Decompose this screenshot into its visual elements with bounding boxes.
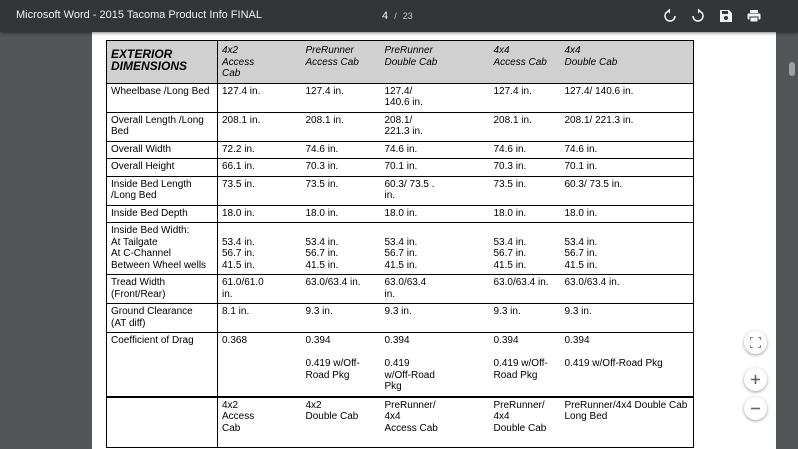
table-cell xyxy=(561,223,694,275)
current-page-input[interactable]: 4 xyxy=(382,10,389,22)
column-header-text: 4x4 Double Cab xyxy=(564,45,618,68)
table-cell xyxy=(302,333,381,397)
table-cell xyxy=(561,333,694,397)
table-cell xyxy=(302,159,381,177)
vertical-scrollbar[interactable] xyxy=(784,32,798,449)
cell-value: 73.5 in. xyxy=(305,178,339,190)
table-cell xyxy=(381,159,490,177)
cell-value: 66.1 in. xyxy=(222,161,255,172)
table-cell xyxy=(302,83,381,112)
second-table-header-row xyxy=(107,397,694,447)
cell-value: 4x2 Double Cab xyxy=(305,399,359,422)
table-cell xyxy=(490,223,561,275)
column-header-text: 4x2 Access Cab xyxy=(222,45,255,79)
document-title: Microsoft Word - 2015 Tacoma Product Info FINAL xyxy=(16,9,262,21)
row-label-cell xyxy=(107,141,218,159)
row-label: Coefficient of Drag xyxy=(111,335,194,346)
column-header-text: PreRunner Double Cab xyxy=(384,45,438,68)
table-cell xyxy=(490,304,561,333)
table-cell xyxy=(381,333,490,397)
table-cell xyxy=(381,275,490,304)
column-header-text: PreRunner Access Cab xyxy=(305,45,359,68)
cell-value: 53.4 in. 56.7 in. 41.5 in. xyxy=(305,236,339,271)
table-row xyxy=(107,176,694,205)
table-cell xyxy=(381,112,490,141)
cell-value: 73.5 in. xyxy=(222,178,255,190)
table-cell xyxy=(302,112,381,141)
cell-value: 74.6 in. xyxy=(493,143,527,155)
column-header xyxy=(302,41,381,84)
table-cell xyxy=(218,223,302,275)
cell-value: 18.0 in. xyxy=(493,207,527,219)
row-label-cell xyxy=(107,83,218,112)
table-cell xyxy=(381,176,490,205)
cell-value: 53.4 in. 56.7 in. 41.5 in. xyxy=(384,236,418,271)
cell-value: 0.394 0.419 w/Off-Road Pkg xyxy=(384,335,435,392)
table-cell xyxy=(218,112,302,141)
table-cell xyxy=(218,205,302,223)
table-cell xyxy=(302,141,381,159)
cell-value: 53.4 in. 56.7 in. 41.5 in. xyxy=(222,236,255,271)
column-header xyxy=(381,41,490,84)
table-cell xyxy=(218,304,302,333)
row-label: Wheelbase /Long Bed xyxy=(111,85,210,97)
table-cell xyxy=(218,141,302,159)
table-row xyxy=(107,159,694,177)
cell-value: 74.6 in. xyxy=(384,143,418,155)
zoom-in-button[interactable] xyxy=(744,368,767,391)
table-cell xyxy=(302,205,381,223)
cell-value: 60.3/ 73.5 in. xyxy=(564,178,623,190)
row-label-cell xyxy=(107,176,218,205)
table-cell xyxy=(561,159,694,177)
cell-value: 127.4/ 140.6 in. xyxy=(384,85,423,108)
table-header-row xyxy=(107,41,694,84)
cell-value: 208.1/ 221.3 in. xyxy=(384,114,423,137)
row-label: Inside Bed Width: At Tailgate At C-Channel Between Wheel wells xyxy=(111,225,207,271)
table-cell xyxy=(381,205,490,223)
cell-value: 9.3 in. xyxy=(493,306,521,317)
table-cell xyxy=(302,176,381,205)
column-header-text: 4x4 Access Cab xyxy=(493,45,547,68)
table-cell xyxy=(302,275,381,304)
cell-value: 63.0/63.4 in. xyxy=(493,277,549,288)
cell-value: 208.1 in. xyxy=(493,114,532,126)
cell-value: 9.3 in. xyxy=(305,306,333,317)
table-cell xyxy=(490,205,561,223)
cell-value: 0.394 0.419 w/Off-Road Pkg xyxy=(564,335,663,369)
table-cell xyxy=(218,275,302,304)
zoom-in-icon xyxy=(750,374,761,385)
table-row xyxy=(107,83,694,112)
table-cell xyxy=(561,397,694,447)
table-cell xyxy=(218,397,302,447)
table-cell xyxy=(218,159,302,177)
print-icon[interactable] xyxy=(746,8,762,24)
cell-value: 127.4 in. xyxy=(493,85,532,97)
page-indicator xyxy=(382,10,413,22)
fit-to-page-button[interactable] xyxy=(744,331,767,354)
table-cell xyxy=(561,112,694,141)
row-label-cell xyxy=(107,333,218,397)
cell-value: 208.1 in. xyxy=(305,114,344,126)
table-title-line2: DIMENSIONS xyxy=(111,58,188,73)
table-cell xyxy=(490,176,561,205)
cell-value: PreRunner/4x4 Double Cab Long Bed xyxy=(564,399,688,422)
row-label-cell xyxy=(107,304,218,333)
cell-value: 9.3 in. xyxy=(384,306,412,317)
row-label-cell xyxy=(107,397,218,447)
cell-value: 18.0 in. xyxy=(222,207,255,219)
cell-value: PreRunner/ 4x4 Double Cab xyxy=(493,399,547,434)
cell-value: 63.0/63.4 in. xyxy=(384,277,427,300)
save-icon[interactable] xyxy=(718,8,734,24)
cell-value: 70.1 in. xyxy=(564,161,598,172)
document-page xyxy=(92,32,776,449)
table-row xyxy=(107,205,694,223)
table-cell xyxy=(490,275,561,304)
table-cell xyxy=(381,304,490,333)
table-cell xyxy=(490,112,561,141)
zoom-out-icon xyxy=(750,403,761,414)
cell-value: 127.4/ 140.6 in. xyxy=(564,85,634,97)
column-header xyxy=(218,41,302,84)
cell-value: 70.1 in. xyxy=(384,161,418,172)
table-cell xyxy=(381,223,490,275)
cell-value: 70.3 in. xyxy=(493,161,527,172)
cell-value: 8.1 in. xyxy=(222,306,250,317)
rotate-clockwise-icon[interactable] xyxy=(690,8,706,24)
row-label-cell xyxy=(107,223,218,275)
table-title-cell xyxy=(107,41,218,84)
row-label: Inside Bed Depth xyxy=(111,207,188,219)
table-cell xyxy=(302,397,381,447)
table-row xyxy=(107,275,694,304)
table-cell xyxy=(381,141,490,159)
table-row xyxy=(107,304,694,333)
cell-value: 18.0 in. xyxy=(564,207,598,219)
cell-value: 70.3 in. xyxy=(305,161,339,172)
cell-value: 208.1/ 221.3 in. xyxy=(564,114,634,126)
table-cell xyxy=(381,83,490,112)
table-cell xyxy=(302,223,381,275)
table-cell xyxy=(561,141,694,159)
scrollbar-thumb[interactable] xyxy=(789,62,795,76)
total-pages: 23 xyxy=(402,11,413,21)
cell-value: 127.4 in. xyxy=(222,85,261,97)
table-title-line1: EXTERIOR xyxy=(111,47,173,61)
cell-value: 208.1 in. xyxy=(222,114,261,126)
table-cell xyxy=(490,333,561,397)
page-separator: / xyxy=(394,11,397,21)
exterior-dimensions-table xyxy=(106,40,694,448)
cell-value: 0.394 0.419 w/Off- Road Pkg xyxy=(305,335,360,381)
cell-value: 18.0 in. xyxy=(305,207,339,219)
cell-value: 60.3/ 73.5 . in. xyxy=(384,178,435,201)
table-row xyxy=(107,141,694,159)
row-label-cell xyxy=(107,275,218,304)
cell-value: 53.4 in. 56.7 in. 41.5 in. xyxy=(493,236,527,271)
row-label: Inside Bed Length /Long Bed xyxy=(111,178,192,201)
cell-value: 63.0/63.4 in. xyxy=(305,277,361,288)
cell-value: PreRunner/ 4x4 Access Cab xyxy=(384,399,438,434)
row-label: Tread Width (Front/Rear) xyxy=(111,277,166,300)
table-cell xyxy=(381,397,490,447)
table-cell xyxy=(561,83,694,112)
table-cell xyxy=(490,159,561,177)
cell-value: 74.6 in. xyxy=(305,143,339,155)
table-cell xyxy=(561,275,694,304)
table-cell xyxy=(490,397,561,447)
cell-value: 4x2 Access Cab xyxy=(222,399,255,434)
rotate-counterclockwise-icon[interactable] xyxy=(662,8,678,24)
cell-value: 61.0/61.0 in. xyxy=(222,277,264,300)
cell-value: 0.368 xyxy=(222,335,248,346)
table-cell xyxy=(561,304,694,333)
cell-value: 74.6 in. xyxy=(564,143,598,155)
fit-to-page-icon xyxy=(750,337,761,348)
table-cell xyxy=(561,205,694,223)
row-label: Overall Width xyxy=(111,143,172,155)
column-header xyxy=(561,41,694,84)
table-cell xyxy=(218,176,302,205)
table-row xyxy=(107,112,694,141)
row-label-cell xyxy=(107,112,218,141)
row-label: Overall Height xyxy=(111,161,175,172)
table-cell xyxy=(302,304,381,333)
cell-value: 53.4 in. 56.7 in. 41.5 in. xyxy=(564,236,598,271)
table-row xyxy=(107,333,694,397)
cell-value: 63.0/63.4 in. xyxy=(564,277,620,288)
column-header xyxy=(490,41,561,84)
table-cell xyxy=(490,141,561,159)
cell-value: 127.4 in. xyxy=(305,85,344,97)
table-cell xyxy=(218,83,302,112)
cell-value: 18.0 in. xyxy=(384,207,418,219)
cell-value: 9.3 in. xyxy=(564,306,592,317)
table-cell xyxy=(490,83,561,112)
zoom-out-button[interactable] xyxy=(744,397,767,420)
row-label: Ground Clearance (AT diff) xyxy=(111,306,193,329)
table-row xyxy=(107,223,694,275)
row-label-cell xyxy=(107,159,218,177)
table-cell xyxy=(561,176,694,205)
pdf-toolbar xyxy=(0,0,798,32)
row-label-cell xyxy=(107,205,218,223)
table-cell xyxy=(218,333,302,397)
cell-value: 73.5 in. xyxy=(493,178,527,190)
cell-value: 0.394 0.419 w/Off- Road Pkg xyxy=(493,335,548,381)
row-label: Overall Length /Long Bed xyxy=(111,114,204,137)
cell-value: 72.2 in. xyxy=(222,143,255,155)
